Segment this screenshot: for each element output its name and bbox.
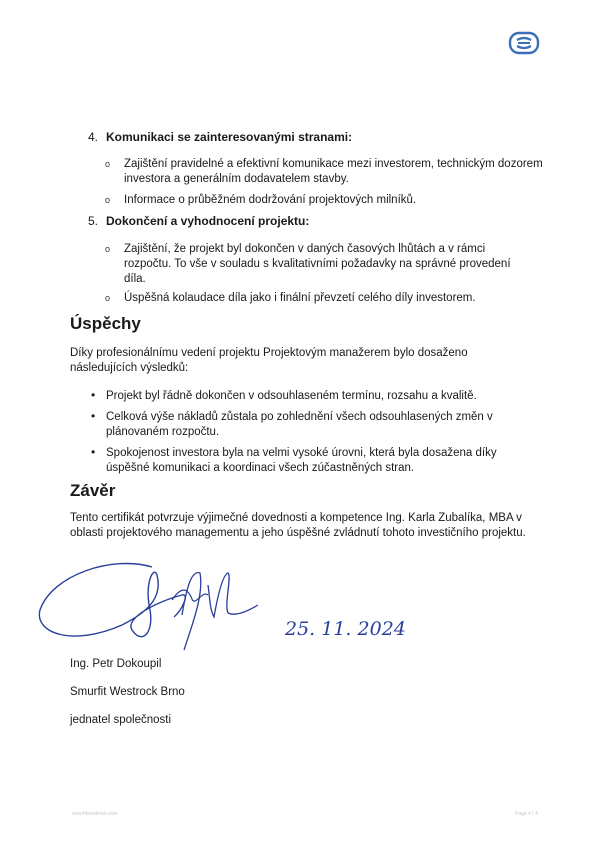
zaver-text: Tento certifikát potvrzuje výjimečné dovednosti a kompetence Ing. Karla Zubalíka, MBA v oblasti projektového managementu a jeho úspěšné zvládnutí tohoto investičního projektu. <box>70 512 526 539</box>
company-logo-icon <box>509 32 539 54</box>
list-item-title: Komunikaci se zainteresovanými stranami: <box>106 130 353 144</box>
list-item-title: Dokončení a vyhodnocení projektu: <box>106 214 310 228</box>
uspechy-intro: Díky profesionálnímu vedení projektu Projektovým manažerem bylo dosaženo následujících výsledků: <box>70 347 468 374</box>
handwritten-date <box>283 613 406 643</box>
bullet-item <box>91 388 546 404</box>
list-item-completion <box>88 214 309 228</box>
section-heading-uspechy: Úspěchy <box>70 314 141 333</box>
sub-item-text: Úspěšná kolaudace díla jako i finální převzetí celého díly investorem. <box>124 292 476 304</box>
bullet-item <box>91 409 526 440</box>
sub-item <box>105 291 549 306</box>
footer-page-number: Page 4 / 4 <box>515 811 538 817</box>
svg-text:25. 11. 2024: 25. 11. 2024 <box>285 618 406 640</box>
sub-item <box>105 242 519 287</box>
bullet-text: Celková výše nákladů zůstala po zohlednění všech odsouhlasených změn v plánovaném rozpočtu. <box>106 411 493 438</box>
signatory-name: Ing. Petr Dokoupil <box>70 658 162 670</box>
bullet-dot-icon: • <box>91 445 96 459</box>
sub-item-text: Zajištění, že projekt byl dokončen v daných časových lhůtách a v rámci rozpočtu. To vše v souladu s kvalitativními požadavky na správné provedení díla. <box>124 243 511 285</box>
sub-item-marker: o <box>105 244 111 254</box>
list-item-communication <box>88 130 352 144</box>
bullet-text: Projekt byl řádně dokončen v odsouhlaseném termínu, rozsahu a kvalitě. <box>106 390 477 402</box>
sub-item <box>105 157 549 187</box>
signatory-role: jednatel společnosti <box>70 714 172 726</box>
section-heading-zaver: Závěr <box>70 481 116 500</box>
sub-item-marker: o <box>105 293 111 303</box>
list-item-number: 4. <box>88 130 99 144</box>
footer-website: smurfitwestrock.com <box>72 811 118 817</box>
bullet-dot-icon: • <box>91 409 96 423</box>
bullet-text: Spokojenost investora byla na velmi vysoké úrovni, která byla dosažena díky úspěšné komunikaci a koordinaci všech zúčastněných stran. <box>106 447 497 474</box>
sub-item <box>105 193 549 208</box>
list-item-number: 5. <box>88 214 99 228</box>
sub-item-text: Zajištění pravidelné a efektivní komunikace mezi investorem, technickým dozorem investora a generálním dodavatelem stavby. <box>124 158 543 185</box>
bullet-item <box>91 445 526 476</box>
sub-item-marker: o <box>105 159 111 169</box>
bullet-dot-icon: • <box>91 388 96 402</box>
handwritten-signature <box>32 555 282 655</box>
signatory-company: Smurfit Westrock Brno <box>70 686 185 698</box>
sub-item-marker: o <box>105 195 111 205</box>
sub-item-text: Informace o průběžném dodržování projektových milníků. <box>124 194 417 206</box>
